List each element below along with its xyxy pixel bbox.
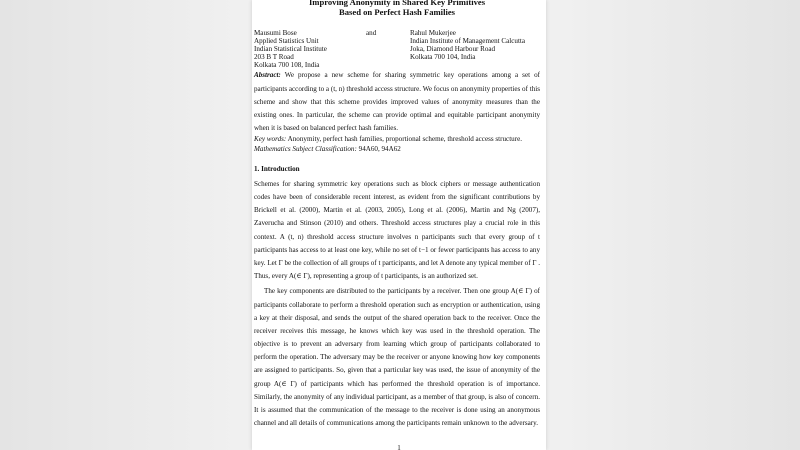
document-page[interactable] <box>252 0 546 450</box>
author-2-addr1: Joka, Diamond Harbour Road <box>410 44 496 53</box>
abstract-label: Abstract: <box>254 71 281 80</box>
section-heading: 1. Introduction <box>254 164 300 173</box>
author-1-addr2: Kolkata 700 108, India <box>254 61 320 70</box>
intro-paragraph-1: Schemes for sharing symmetric key operations such as block ciphers or message authentication codes have been of considerable recent interest, as evident from the significant contributions by Brickell et al. (2000), Martin et al. (2003, 2005), Long et al. (2006), Martin and Ng (2007), Zaverucha and Stinson (2010) and others. Threshold access structures play a crucial role in this context. A (t, n) threshold access structure involves n participants such that every group of t participants has access to at least one key, while no set of t−1 or fewer participants has access to any key. Let Γ be the collection of all groups of t participants, and let A denote any typical member of Γ . Thus, every A(∈ Γ), representing a group of t participants, is an authorized set. <box>254 179 540 281</box>
author-1-name: Mausumi Bose <box>254 28 297 37</box>
author-1-addr1: 203 B T Road <box>254 53 294 62</box>
keywords-text: Anonymity, perfect hash families, proportional scheme, threshold access structure. <box>287 135 522 144</box>
author-2-addr2: Kolkata 700 104, India <box>410 53 476 62</box>
title-line-1: Improving Anonymity in Shared Key Primitives <box>308 0 486 7</box>
author-block <box>254 29 540 70</box>
author-1-dept: Applied Statistics Unit <box>254 36 319 45</box>
abstract <box>254 69 540 135</box>
intro-paragraph-2: The key components are distributed to the participants by a receiver. Then one group A(∈ Γ) of participants collaborate to perform a threshold operation such as encryption or authentication, using a key at their disposal, and sends the output of the shared operation back to the receiver. Once the receiver receives this message, he knows which key was used in the threshold operation. The objective is to prevent an adversary from learning which group of participants collaborated to perform the operation. The adversary may be the receiver or anyone knowing how key components are assigned to participants. So, given that a particular key was used, the issue of anonymity of the group A(∈ Γ) of participants which has performed the threshold operation is of importance. Similarly, the anonymity of any individual participant, as a member of that group, is also of concern. It is assumed that the communication of the message to the receiver is done using an anonymous channel and all details of communications among the participants remain unknown to the adversary. <box>254 287 540 428</box>
page-number: 1 <box>397 444 401 450</box>
title-line-2: Based on Perfect Hash Families <box>339 7 455 18</box>
msc <box>254 145 540 154</box>
paper-title <box>254 0 540 18</box>
keywords-label: Key words: <box>254 135 287 144</box>
author-and: and <box>366 28 377 37</box>
keywords <box>254 135 540 144</box>
author-1-inst: Indian Statistical Institute <box>254 44 327 53</box>
author-1 <box>254 29 366 70</box>
msc-text: 94A60, 94A62 <box>358 144 401 153</box>
author-2 <box>410 29 540 70</box>
author-2-inst: Indian Institute of Management Calcutta <box>410 36 526 45</box>
msc-label: Mathematics Subject Classification: <box>254 144 357 153</box>
abstract-text: We propose a new scheme for sharing symmetric key operations among a set of participants according to a (t, n) threshold access structure. We focus on anonymity properties of this scheme and show that this scheme provides improved values of anonymity measures than the existing ones. In particular, the scheme can provide optimal and equitable participant anonymity when it is based on balanced perfect hash families. <box>254 71 540 133</box>
author-2-name: Rahul Mukerjee <box>410 28 456 37</box>
